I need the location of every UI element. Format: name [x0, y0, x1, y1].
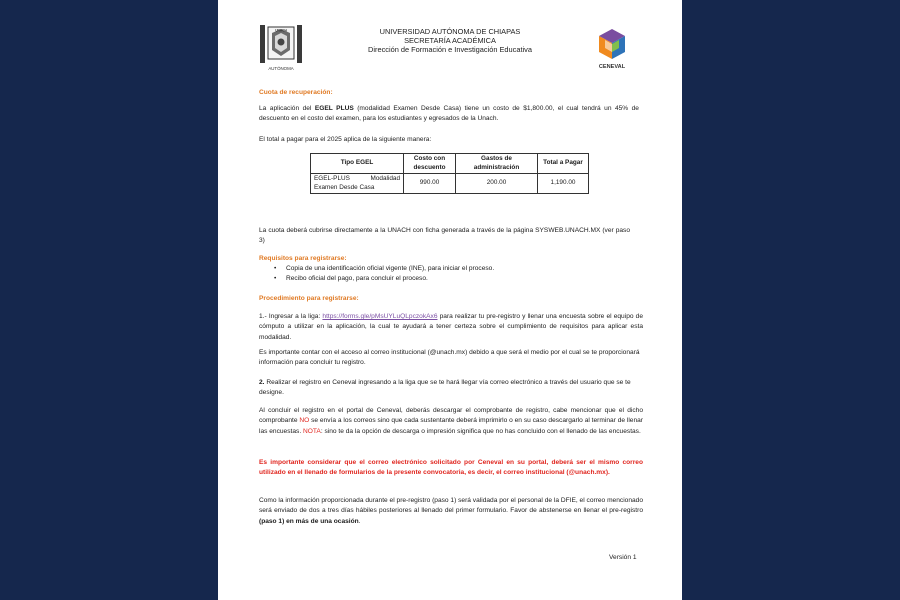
total-intro: El total a pagar para el 2025 aplica de la siguiente manera: — [259, 136, 432, 143]
preregistro-link[interactable]: https://forms.gle/pMsUYLuQLpczokAx6 — [322, 313, 438, 320]
ceneval-logo — [595, 27, 629, 71]
validation-paragraph: Como la información proporcionada durante el pre-registro (paso 1) será validada por el personal de la DFIE, el correo mencionado será enviado de dos a tres días hábiles posteriores al llenado del primer formulario. Favor de abstenerse en llenar el pre-registro (paso 1) en más de una ocasión. — [259, 497, 643, 525]
cuota-heading: Cuota de recuperación: — [259, 89, 333, 96]
step2-paragraph: 2. Realizar el registro en Ceneval ingresando a la liga que se te hará llegar vía correo electrónico a través del usuario que se te designe. — [259, 379, 631, 397]
requisito-item: • Copia de una identificación oficial vigente (INE), para iniciar el proceso. — [286, 264, 666, 274]
no-emphasis: NO — [299, 417, 310, 425]
conclude-paragraph: Al concluir el registro en el portal de Ceneval, deberás descargar el comprobante de registro, cabe mencionar que el dicho comprobante NO se envía a los correos sino que cada sustentante deberá imprimirlo o en su caso descargarlo al terminar de llenar las encuestas. NOTA: sino te da la opción de descarga o impresión significa que no has concluido con el llenado de las encuestas. — [259, 407, 644, 435]
fee-col-header: Total a Pagar — [538, 154, 589, 174]
fee-col-header: Costo con descuento — [404, 154, 456, 174]
procedimiento-heading: Procedimiento para registrarse: — [259, 295, 359, 302]
requisito-item: • Recibo oficial del pago, para concluir el proceso. — [286, 274, 666, 284]
requisitos-list — [259, 264, 666, 285]
direction-name: Dirección de Formación e Investigación Educativa — [368, 45, 532, 54]
fee-col-header: Tipo EGEL — [311, 154, 404, 174]
fee-cell-costo: 990.00 — [404, 174, 456, 194]
fee-cell-tipo: EGEL-PLUS Modalidad Examen Desde Casa — [311, 174, 404, 194]
cuota-note: La cuota deberá cubrirse directamente a la UNACH con ficha generada a través de la página SYSWEB.UNACH.MX (ver paso 3) — [259, 227, 630, 245]
requisitos-heading: Requisitos para registrarse: — [259, 255, 347, 262]
secretariat-name: SECRETARÍA ACADÉMICA — [404, 36, 496, 45]
nota-emphasis: NOTA — [302, 427, 321, 435]
svg-text:AUTÓNOMA: AUTÓNOMA — [268, 66, 294, 71]
fee-table — [310, 153, 589, 194]
fee-col-header: Gastos de administración — [456, 154, 538, 174]
fee-table-row — [311, 174, 589, 194]
institutional-email-paragraph: Es importante contar con el acceso al correo institucional (@unach.mx) debido a que será el medio por el cual se te proporcionará información para concluir tu registro. — [259, 349, 640, 367]
egel-plus-label: EGEL PLUS — [314, 105, 354, 112]
cuota-paragraph: La aplicación del EGEL PLUS (modalidad Examen Desde Casa) tiene un costo de $1,800.00, el cual tendrá un 45% de descuento en el costo del examen, para los estudiantes y egresados de la Unach. — [259, 105, 639, 123]
document-page — [218, 0, 682, 600]
fee-cell-gastos: 200.00 — [456, 174, 538, 194]
fee-cell-total: 1,190.00 — [538, 174, 589, 194]
svg-text:CENEVAL: CENEVAL — [598, 64, 626, 70]
step1-paragraph: 1.- Ingresar a la liga: https://forms.gle/pMsUYLuQLpczokAx6 para realizar tu pre-registro y llenar una encuesta sobre el equipo de cómputo a utilizar en la aplicación, la cual te ayudará a tener certeza sobre el cumplimiento de requisitos para aplicar esta modalidad. — [259, 313, 643, 341]
university-name: UNIVERSIDAD AUTÓNOMA DE CHIAPAS — [379, 27, 521, 36]
fee-table-header-row — [311, 154, 589, 174]
version-label: Versión 1 — [609, 554, 637, 561]
svg-text:UNACH: UNACH — [275, 28, 287, 33]
important-warning: Es importante considerar que el correo electrónico solicitado por Ceneval en su portal, deberá ser el mismo correo utilizado en el llenado de formularios de la presente convocatoria, es decir, el correo institucional (@unach.mx). — [259, 459, 643, 477]
